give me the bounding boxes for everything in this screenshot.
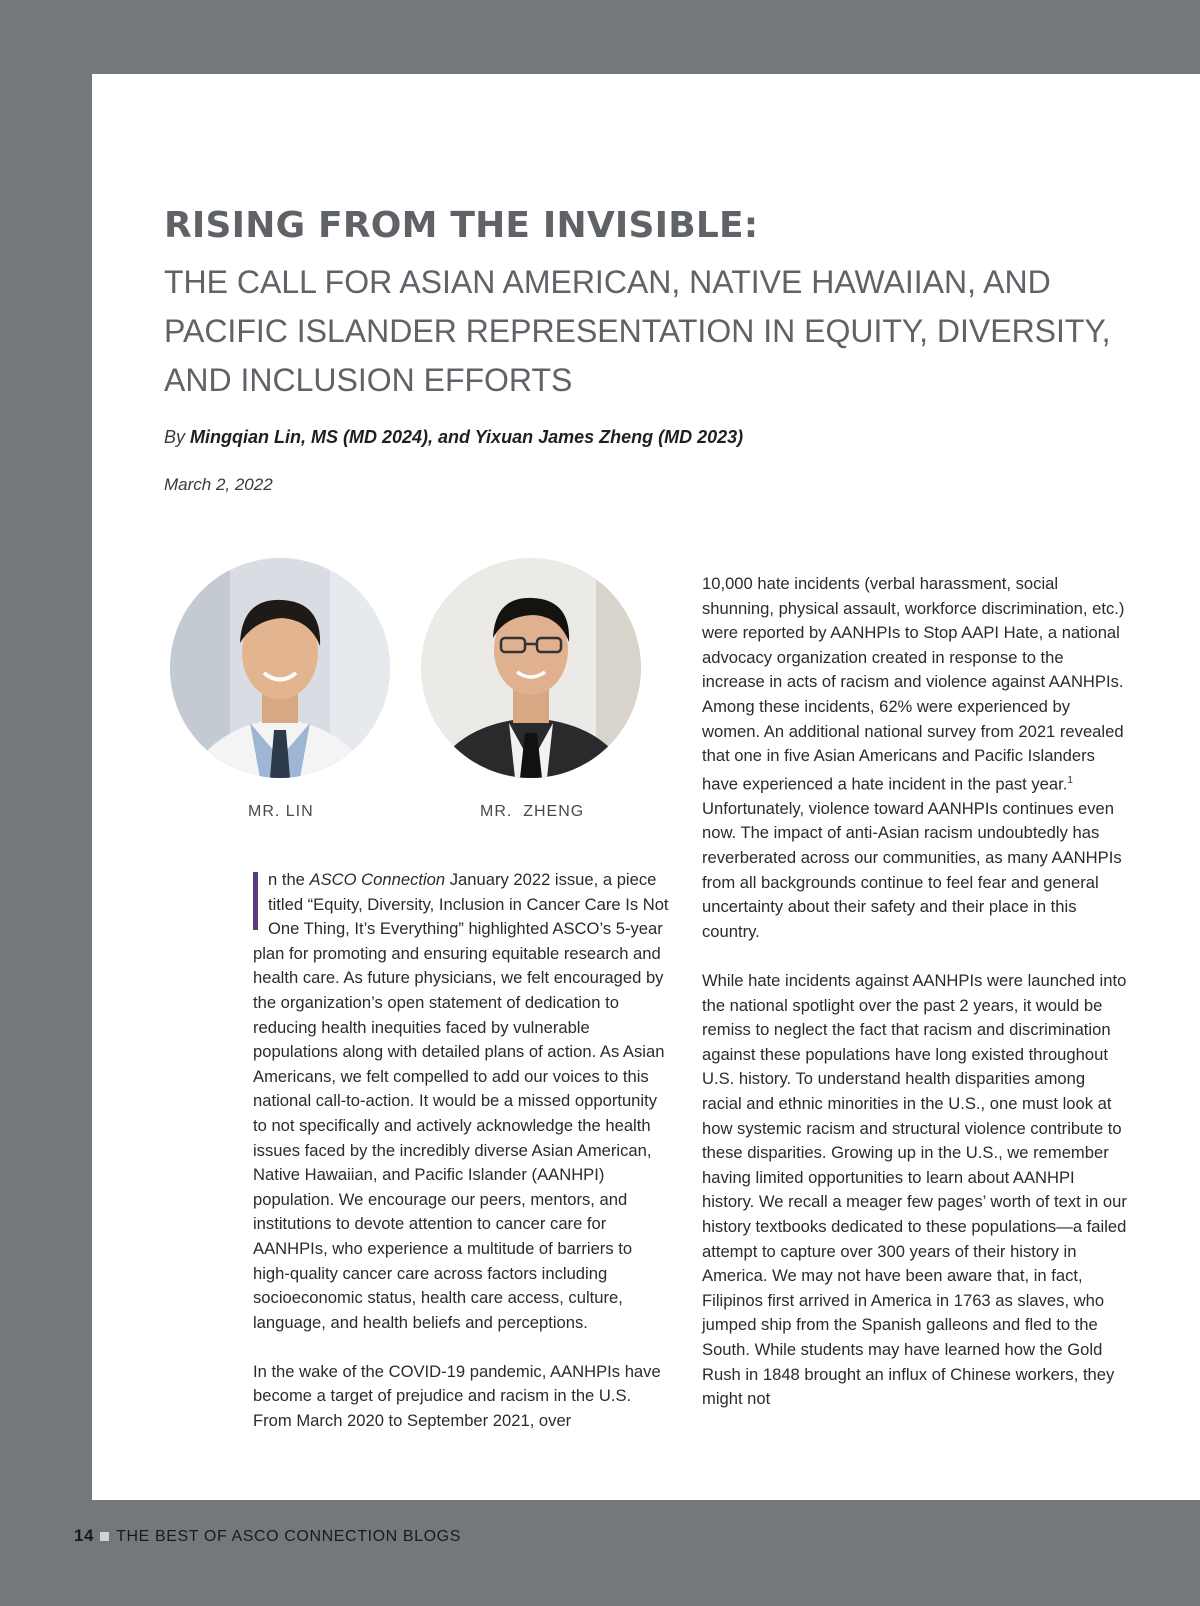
caption-lin: MR. LIN xyxy=(248,803,314,820)
footnote-reference: 1 xyxy=(1067,774,1073,786)
caption-zheng: MR. ZHENG xyxy=(480,803,585,820)
byline-prefix: By xyxy=(164,427,186,447)
paragraph-text: January 2022 issue, a piece titled “Equity, Diversity, Inclusion in Cancer Care Is Not One Thing, It’s Everything” highlighted ASCO’s 5-year plan for promoting and ensuring equitable research and health care. As future physicians, we felt encouraged by the organization’s open statement of dedication to reducing health inequities faced by vulnerable populations along with detailed plans of action. As Asian Americans, we felt compelled to add our voices to this national call-to-action. It would be a missed opportunity to not specifically and actively acknowledge the health issues faced by the incredibly diverse Asian American, Native Hawaiian, and Pacific Islander (AANHPI) population. We encourage our peers, mentors, and institutions to devote attention to cancer care for AANHPIs, who experience a multitude of barriers to high-quality cancer care across factors including socioeconomic status, health care access, culture, language, and health beliefs and perceptions. xyxy=(253,870,669,1332)
portrait-photo-icon xyxy=(170,558,390,778)
publish-date: March 2, 2022 xyxy=(164,475,273,494)
page xyxy=(92,74,1200,1500)
portrait-zheng xyxy=(421,558,641,778)
body-paragraph xyxy=(253,868,673,1335)
paragraph-text: Unfortunately, violence toward AANHPIs continues even now. The impact of anti-Asian racism undoubtedly has reverberated across our communities, as many AANHPIs from all backgrounds continue to feel fear and general uncertainty about their safety and their place in this country. xyxy=(702,798,1122,941)
drop-cap-bar xyxy=(253,872,258,930)
byline-authors: Mingqian Lin, MS (MD 2024), and Yixuan James Zheng (MD 2023) xyxy=(190,427,744,447)
portrait-lin xyxy=(170,558,390,778)
square-separator-icon xyxy=(100,1532,109,1541)
portrait-photo-icon xyxy=(421,558,641,778)
page-number: 14 xyxy=(74,1526,95,1545)
paragraph-text: 10,000 hate incidents (verbal harassment, social shunning, physical assault, workforce discrimination, etc.) were reported by AANHPIs to Stop AAPI Hate, a national advocacy organization created in response to the increase in acts of racism and violence against AANHPIs. Among these incidents, 62% were experienced by women. An additional national survey from 2021 revealed that one in five Asian Americans and Pacific Islanders have experienced a hate incident in the past year. xyxy=(702,574,1125,794)
paragraph-text: n the xyxy=(268,870,310,889)
body-paragraph xyxy=(702,572,1127,944)
publication-name: ASCO Connection xyxy=(309,870,446,889)
article-title: RISING FROM THE INVISIBLE: xyxy=(164,205,759,246)
body-paragraph: In the wake of the COVID-19 pandemic, AANHPIs have become a target of prejudice and racism in the U.S. From March 2020 to September 2021, over xyxy=(253,1361,661,1431)
body-column-left xyxy=(253,868,673,1458)
article-subtitle: THE CALL FOR ASIAN AMERICAN, NATIVE HAWAIIAN, AND PACIFIC ISLANDER REPRESENTATION IN EQUITY, DIVERSITY, AND INCLUSION EFFORTS xyxy=(164,264,1111,398)
page-footer xyxy=(74,1526,461,1546)
body-paragraph: While hate incidents against AANHPIs were launched into the national spotlight over the past 2 years, it would be remiss to neglect the fact that racism and discrimination against these populations have long existed throughout U.S. history. To understand health disparities among racial and ethnic minorities in the U.S., one must look at how systemic racism and structural violence contribute to these disparities. Growing up in the U.S., we remember having limited opportunities to learn about AANHPI history. We recall a meager few pages’ worth of text in our history textbooks dedicated to these populations—a failed attempt to capture over 300 years of their history in America. We may not have been aware that, in fact, Filipinos first arrived in America in 1763 as slaves, who jumped ship from the Spanish galleons and fled to the South. While students may have learned how the Gold Rush in 1848 brought an influx of Chinese workers, they might not xyxy=(702,971,1127,1409)
body-column-right xyxy=(702,572,1127,1436)
publication-title: THE BEST OF ASCO CONNECTION BLOGS xyxy=(116,1528,462,1545)
byline xyxy=(164,427,743,448)
